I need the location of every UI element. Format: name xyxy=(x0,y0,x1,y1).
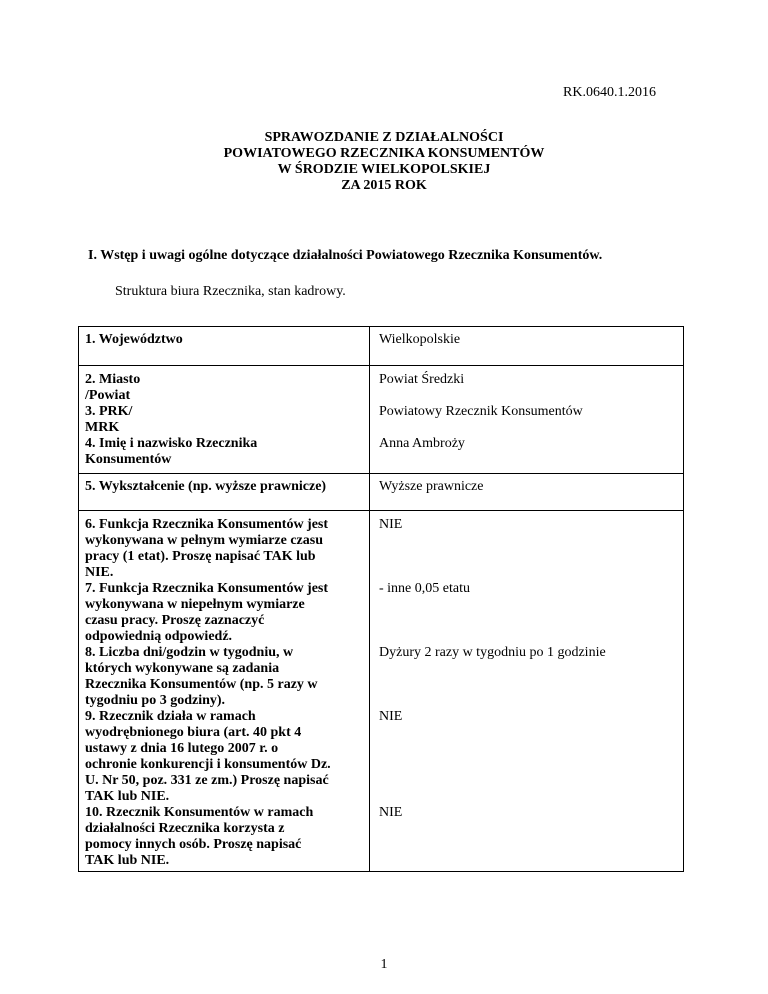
title-line: POWIATOWEGO RZECZNIKA KONSUMENTÓW xyxy=(223,146,545,161)
row-value: Wielkopolskie xyxy=(370,327,684,366)
row-label-group xyxy=(79,366,370,474)
row-label: 4. Imię i nazwisko Rzecznika Konsumentów xyxy=(85,436,258,467)
row-value: NIE xyxy=(379,517,403,532)
table-row xyxy=(79,366,684,474)
row-label: 10. Rzecznik Konsumentów w ramach działalności Rzecznika korzysta z pomocy innych osób. Proszę napisać TAK lub NIE. xyxy=(85,805,314,868)
row-value: NIE xyxy=(379,709,403,724)
row-label: 9. Rzecznik działa w ramach wyodrębnionego biura (art. 40 pkt 4 ustawy z dnia 16 lutego 2007 r. o ochronie konkurencji i konsumentów Dz. U. Nr 50, poz. 331 ze zm.) Proszę napisać TAK lub NIE. xyxy=(85,709,331,804)
row-value: Powiatowy Rzecznik Konsumentów xyxy=(379,404,583,419)
row-value-group xyxy=(370,511,684,872)
row-label: 3. PRK/ MRK xyxy=(85,404,133,435)
row-value: Powiat Średzki xyxy=(379,372,465,387)
row-label: 5. Wykształcenie (np. wyższe prawnicze) xyxy=(79,474,370,511)
row-label: 2. Miasto /Powiat xyxy=(85,372,141,403)
row-label: 7. Funkcja Rzecznika Konsumentów jest wykonywana w niepełnym wymiarze czasu pracy. Proszę zaznaczyć odpowiednią odpowiedź. xyxy=(85,581,329,644)
section-subtitle: Struktura biura Rzecznika, stan kadrowy. xyxy=(115,284,346,299)
table-row xyxy=(79,511,684,872)
row-value: NIE xyxy=(379,805,403,820)
title-line: SPRAWOZDANIE Z DZIAŁALNOŚCI xyxy=(264,130,504,145)
row-value-group xyxy=(370,366,684,474)
title-line: ZA 2015 ROK xyxy=(341,178,427,193)
row-label: 6. Funkcja Rzecznika Konsumentów jest wykonywana w pełnym wymiarze czasu pracy (1 etat). Proszę napisać TAK lub NIE. xyxy=(85,517,329,580)
row-value: Anna Ambroży xyxy=(379,436,465,451)
row-label-group xyxy=(79,511,370,872)
table-row xyxy=(79,327,684,366)
page-number: 1 xyxy=(380,957,388,972)
office-structure-table xyxy=(78,326,684,872)
row-value: Dyżury 2 razy w tygodniu po 1 godzinie xyxy=(379,645,606,660)
row-label: 1. Województwo xyxy=(79,327,370,366)
row-value: Wyższe prawnicze xyxy=(370,474,684,511)
report-title xyxy=(0,130,768,194)
section-heading: I. Wstęp i uwagi ogólne dotyczące działalności Powiatowego Rzecznika Konsumentów. xyxy=(88,248,603,263)
row-label: 8. Liczba dni/godzin w tygodniu, w których wykonywane są zadania Rzecznika Konsumentów (np. 5 razy w tygodniu po 3 godziny). xyxy=(85,645,318,708)
table-row xyxy=(79,474,684,511)
document-reference-number: RK.0640.1.2016 xyxy=(563,85,656,100)
title-line: W ŚRODZIE WIELKOPOLSKIEJ xyxy=(277,162,491,177)
row-value: - inne 0,05 etatu xyxy=(379,581,470,596)
